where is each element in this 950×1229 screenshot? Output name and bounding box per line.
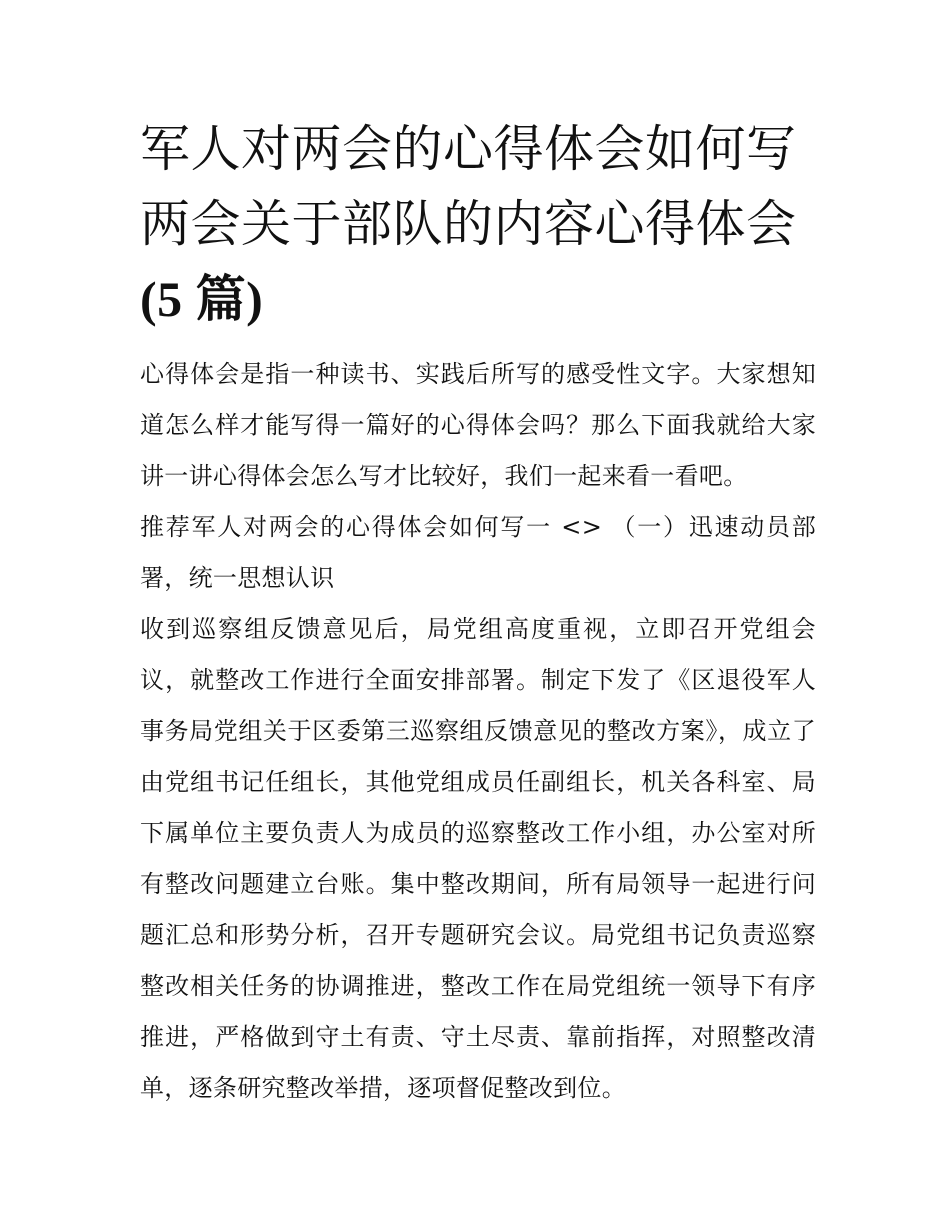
paragraph-main: 收到巡察组反馈意见后，局党组高度重视，立即召开党组会议，就整改工作进行全面安排部署。制定下发了《区退役军人事务局党组关于区委第三巡察组反馈意见的整改方案》，成立了由党组书记任组长，其他党组成员任副组长，机关各科室、局下属单位主要负责人为成员的巡察整改工作小组，办公室对所有整改问题建立台账。集中整改期间，所有局领导一起进行问题汇总和形势分析，召开专题研究会议。局党组书记负责巡察整改相关任务的协调推进，整改工作在局党组统一领导下有序推进，严格做到守土有责、守土尽责、靠前指挥，对照整改清单，逐条研究整改举措，逐项督促整改到位。: [140, 615, 816, 1102]
title-line-2: 两会关于部队的内容心得体会: [140, 195, 797, 253]
title-line-3: (5 篇): [140, 271, 264, 327]
paragraph-heading: 推荐军人对两会的心得体会如何写一 <> （一）迅速动员部署，统一思想认识: [140, 513, 816, 592]
document-body: [140, 349, 816, 1114]
title-line-1: 军人对两会的心得体会如何写: [140, 120, 797, 178]
document-title: [140, 112, 816, 337]
document-page: [140, 112, 816, 1114]
paragraph-intro: 心得体会是指一种读书、实践后所写的感受性文字。大家想知道怎么样才能写得一篇好的心得体会吗？那么下面我就给大家讲一讲心得体会怎么写才比较好，我们一起来看一看吧。: [140, 360, 816, 490]
